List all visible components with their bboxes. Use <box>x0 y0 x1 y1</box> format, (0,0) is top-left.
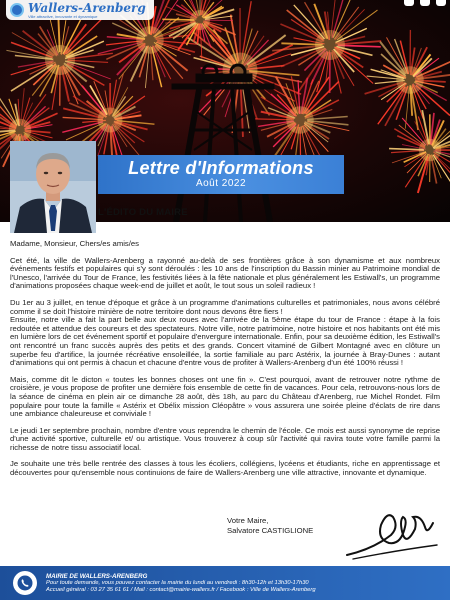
firework-glow <box>45 45 75 75</box>
letter-paragraph-2b: Ensuite, notre ville a fait la part belle aux deux roues avec l'arrivée de la 5ème étape du tour de France : étape à la fois redoutée et attendue des coureurs et des spectateurs. Notre ville, notre patrimoine, notre histoire et nos habitants ont été mis en lumière lors de cet événement sportif et populaire d'envergure internationale. Enfin, pour sa deuxième édition, les Estiwall's ont rencontré un franc succès auprès des petits et des grands. Concert vitaminé de Gilbert Montagné avec en clôture un superbe feu d'artifice, la journée récréative ensoleillée, la sortie familiale au parc Astérix, la journée à Bray-Dunes : autant d'animations qui ont permis à chacun et chacune d'entre vous de profiter à Wallers-Arenberg d'un été 100% réussi ! <box>10 315 440 368</box>
headframe-part <box>232 86 241 222</box>
social-links <box>404 0 446 6</box>
newsletter-date: Août 2022 <box>195 178 247 189</box>
letter-paragraph-4: Le jeudi 1er septembre prochain, nombre d'entre vous reprendra le chemin de l'école. Ce mois est aussi synonyme de reprise d'une activité sportive, culturelle et/ ou artistique. Vous trouverez à coup sûr l'activité qui ravira toute votre famille parmi la richesse de notre tissu associatif local. <box>10 425 440 452</box>
firework-glow <box>9 119 32 142</box>
firework-glow <box>98 108 123 133</box>
firework-spark <box>389 149 424 150</box>
firework-spark <box>250 119 293 120</box>
logo-name: Wallers-Arenberg <box>28 0 146 15</box>
firework-spark <box>63 117 103 119</box>
footer-text <box>46 573 316 594</box>
mine-headframe-silhouette <box>172 65 274 222</box>
firework-spark <box>162 19 194 20</box>
closing-block <box>227 516 313 535</box>
footer-heading: MAIRIE DE WALLERS-ARENBERG <box>46 573 148 580</box>
letter-greeting: Madame, Monsieur, Chers/es amis/es <box>10 239 140 248</box>
firework-glow <box>136 26 164 54</box>
mayor-signature <box>343 505 439 563</box>
firework-glow <box>419 139 442 162</box>
letter-paragraph-5: Je souhaite une très belle rentrée des classes à tous les écoliers, collégiens, lycéens et étudiants, riche en apprentissage et découvertes pour qu'ensemble nous continuions de faire de Wallers-Arenberg une ville attractive, innovante et dynamique. <box>10 459 440 478</box>
twitter-icon[interactable] <box>436 0 446 6</box>
headframe-part <box>176 84 200 222</box>
headframe-part <box>205 86 214 222</box>
firework-glow <box>315 30 345 60</box>
whatsapp-icon[interactable] <box>13 571 37 595</box>
instagram-icon[interactable] <box>420 0 430 6</box>
letter-body <box>10 240 440 486</box>
firework-spark <box>200 26 202 59</box>
facebook-icon[interactable] <box>404 0 414 6</box>
firework-spark <box>242 1 252 59</box>
mayor-portrait <box>10 141 96 233</box>
letter-paragraph-1: Cet été, la ville de Wallers-Arenberg a rayonné au-delà de ses frontières grâce à son dynamisme et aux nombreux événements festifs et populaires qui s'y sont déroulés : les 10 ans de l'inscription du Bassin minier au Patrimoine mondial de l'Unesco, l'arrivée du Tour de France, les festivités liées à la fête nationale et plus généralement les Estiwall's, un programme d'animations proposées chaque week-end de juillet et août, le tout sous un soleil radieux ! <box>10 255 440 291</box>
logo-mark-icon <box>10 3 24 17</box>
headframe-part <box>172 84 274 89</box>
logo-tagline: Ville attractive, innovante et dynamique <box>28 13 98 19</box>
headframe-part <box>246 84 270 222</box>
firework-glow <box>190 10 210 30</box>
newsletter-title: Lettre d'Informations <box>128 158 314 178</box>
closing-line-1: Votre Maire, <box>227 516 269 525</box>
letter-paragraph-3: Mais, comme dit le dicton « toutes les bonnes choses ont une fin ». C'est pourquoi, avant de retrouver notre rythme de croisière, je vous propose de profiter une dernière fois ensemble de cette fin de vacances. Pour cela, retrouvons-nous lors de la séance de cinéma en plein air ce dimanche 28 août, dès 18h, au parc du Château d'Arenberg, rue Michel Rondet. Film populaire pour toute la famille « Astérix et Obélix mission Cléopâtre » vous assurera une soirée pleine d'éclats de rire dans une ambiance chaleureuse et conviviale ! <box>10 374 440 419</box>
city-logo[interactable] <box>6 0 154 20</box>
firework-glow <box>396 66 424 94</box>
letter-paragraph-2a: Du 1er au 3 juillet, en tenue d'époque et grâce à un programme d'animations culturelles et patrimoniales, nous avons célébré comme il se doit l'histoire minière de notre territoire dont nous devons être fiers ! <box>10 297 440 316</box>
footer-contact-bar <box>0 566 450 600</box>
footer-hours: Pour toute demande, vous pouvez contacter la mairie du lundi au vendredi : 8h30-12h et 13h30-17h30 <box>46 580 309 586</box>
newsletter-title-banner <box>98 155 344 194</box>
closing-line-2: Salvatore CASTIGLIONE <box>227 525 314 535</box>
edito-heading: L'ÉDITO DU MAIRE <box>98 207 188 218</box>
firework-spark <box>422 110 429 144</box>
firework-spark <box>115 126 142 158</box>
footer-contact[interactable]: Accueil général : 03 27 35 61 61 / Mail : contact@mairie-wallers.fr / Facebook : Ville de Wallers-Arenberg <box>46 587 316 593</box>
firework-glow <box>286 106 314 134</box>
